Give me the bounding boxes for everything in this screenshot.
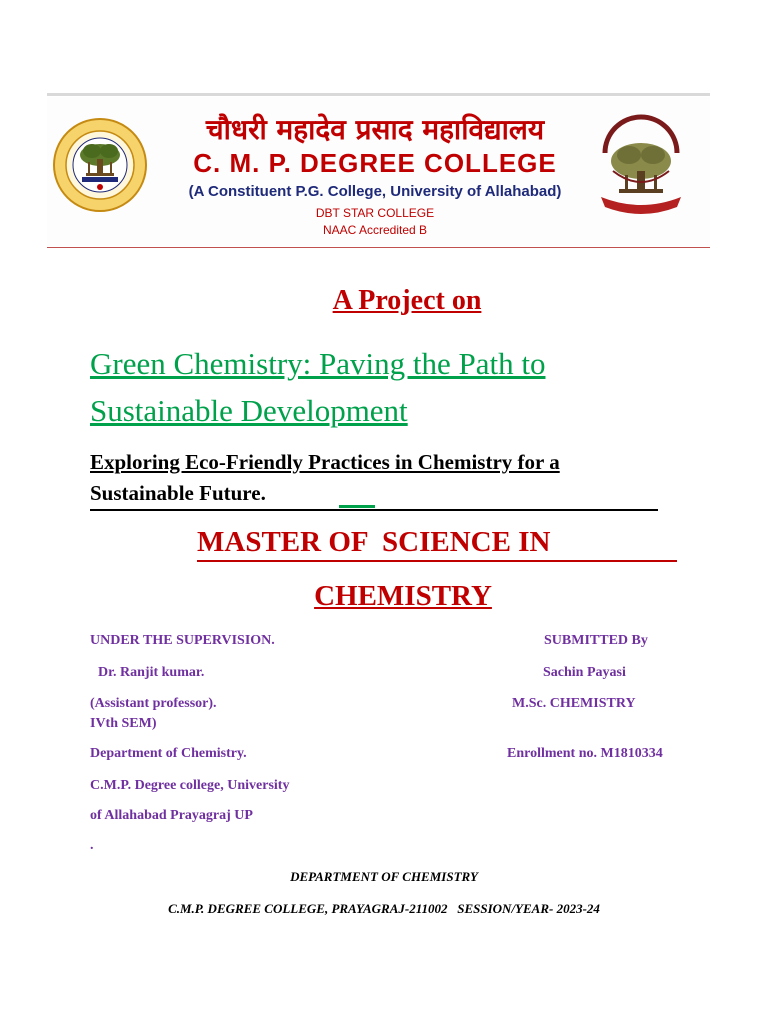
college-accreditation: NAAC Accredited B [322, 223, 428, 237]
student-semester: IVth SEM) [90, 716, 157, 731]
degree-line1: MASTER OF SCIENCE IN [197, 524, 677, 562]
header-bottom-rule [47, 247, 710, 248]
project-subtitle-line2: Sustainable Future. [90, 478, 658, 511]
college-name: C. M. P. DEGREE COLLEGE [193, 148, 557, 178]
supervisor-label: UNDER THE SUPERVISION. [90, 633, 275, 648]
footer-department: DEPARTMENT OF CHEMISTRY [290, 869, 478, 884]
student-enrollment: Enrollment no. M1810334 [507, 746, 663, 761]
supervisor-name: Dr. Ranjit kumar. [98, 665, 205, 680]
supervisor-department: Department of Chemistry. [90, 746, 247, 761]
stray-dot: . [90, 838, 94, 853]
college-affiliation: (A Constituent P.G. College, University of Allahabad) [188, 183, 562, 200]
project-title: Green Chemistry: Paving the Path to Sustainable Development [90, 346, 546, 428]
college-name-hindi: चौधरी महादेव प्रसाद महाविद्यालय [205, 113, 545, 146]
subtitle-green-mark [339, 505, 375, 508]
footer-college-session: C.M.P. DEGREE COLLEGE, PRAYAGRAJ-211002 SESSION/YEAR- 2023-24 [168, 901, 600, 916]
degree-line2: CHEMISTRY [314, 580, 492, 612]
student-course: M.Sc. CHEMISTRY [512, 696, 636, 711]
college-status: DBT STAR COLLEGE [315, 206, 435, 220]
university-of-allahabad-emblem-icon [595, 113, 687, 221]
project-subtitle-line1: Exploring Eco-Friendly Practices in Chemistry for a [90, 450, 560, 474]
project-heading: A Project on [332, 285, 482, 316]
cmp-college-emblem-icon [52, 117, 148, 213]
project-subtitle [90, 447, 670, 511]
supervisor-college-line1: C.M.P. Degree college, University [90, 778, 290, 793]
student-name: Sachin Payasi [543, 665, 626, 680]
submitted-by-label: SUBMITTED By [544, 633, 648, 648]
supervisor-designation: (Assistant professor). [90, 696, 217, 711]
supervisor-college-line2: of Allahabad Prayagraj UP [90, 808, 253, 823]
header-top-rule [47, 93, 710, 96]
